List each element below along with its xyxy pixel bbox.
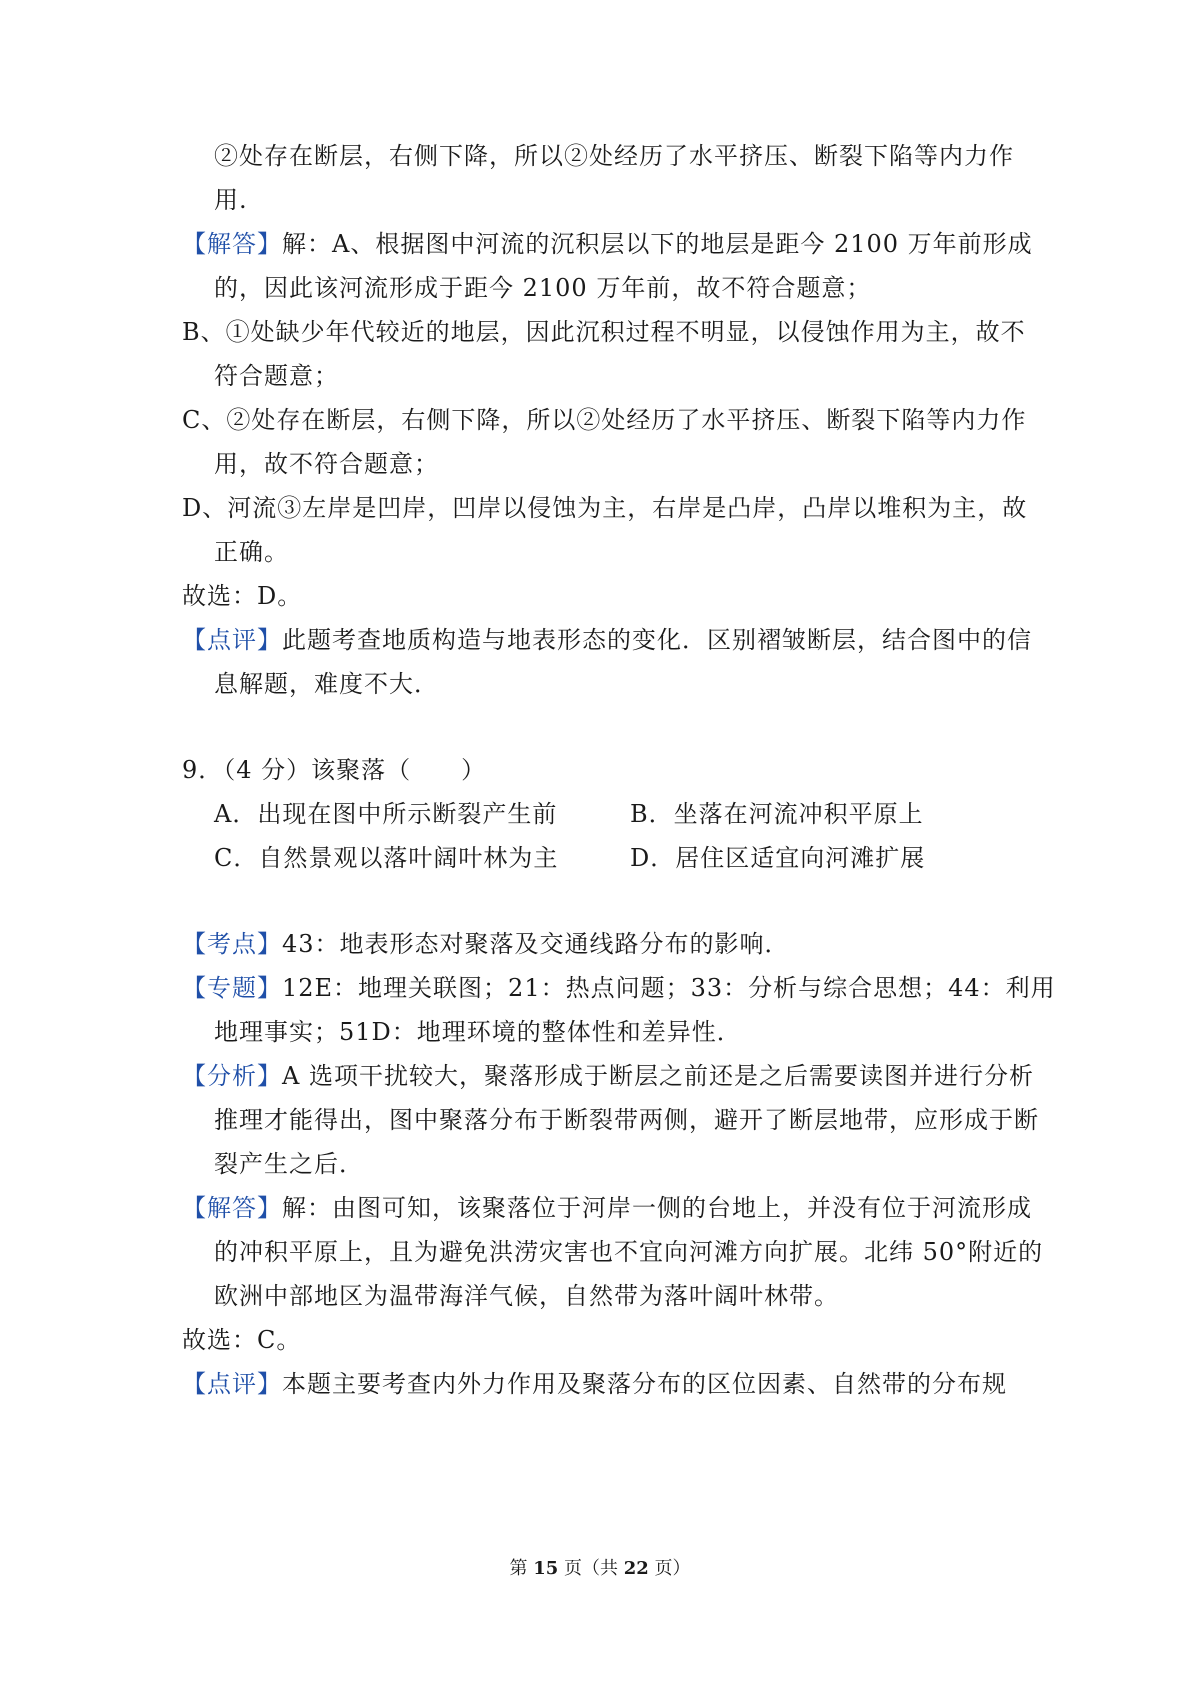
q8-option-d-line-2: 正确。 — [214, 538, 289, 566]
q9-option-c: C．自然景观以落叶阔叶林为主 — [214, 844, 559, 872]
q9-final-answer: 故选：C。 — [182, 1326, 302, 1354]
q8-option-b-line-2: 符合题意； — [214, 362, 339, 390]
q8-comment-block — [182, 623, 1032, 657]
q9-fenxi-line-2: 推理才能得出，图中聚落分布于断裂带两侧，避开了断层地带，应形成于断 — [214, 1106, 1039, 1134]
q9-zhuanti-tag: 【专题】 — [182, 974, 282, 1002]
q9-zhuanti-line-2: 地理事实；51D：地理环境的整体性和差异性． — [214, 1018, 742, 1046]
q9-stem: 9．（4 分）该聚落（ ） — [182, 756, 487, 784]
q8-dianping-line-2: 息解题，难度不大． — [214, 670, 439, 698]
q9-fenxi-tag: 【分析】 — [182, 1062, 282, 1090]
q9-fenxi-block — [182, 1059, 1034, 1093]
q8-option-c-line-2: 用，故不符合题意； — [214, 450, 439, 478]
q8-jieda-line-1: 解：A、根据图中河流的沉积层以下的地层是距今 2100 万年前形成 — [282, 230, 1033, 258]
footer-page-number: 15 — [533, 1558, 559, 1579]
prev-text-line-2: 用. — [214, 186, 248, 214]
q9-dianping-tag: 【点评】 — [182, 1370, 282, 1398]
q9-kaodian-text: 43：地表形态对聚落及交通线路分布的影响． — [282, 930, 790, 958]
q9-jieda-line-1: 解：由图可知，该聚落位于河岸一侧的台地上，并没有位于河流形成 — [282, 1194, 1032, 1222]
footer-middle: 页（共 — [564, 1558, 618, 1579]
q9-jieda-line-2: 的冲积平原上，且为避免洪涝灾害也不宜向河滩方向扩展。北纬 50°附近的 — [214, 1238, 1044, 1266]
q8-dianping-line-1: 此题考查地质构造与地表形态的变化．区别褶皱断层，结合图中的信 — [282, 626, 1032, 654]
q9-zhuanti-block — [182, 971, 1056, 1005]
q9-option-d: D．居住区适宜向河滩扩展 — [630, 844, 926, 872]
q8-option-d-line-1: D、河流③左岸是凹岸，凹岸以侵蚀为主，右岸是凸岸，凸岸以堆积为主，故 — [182, 494, 1028, 522]
q9-fenxi-line-3: 裂产生之后． — [214, 1150, 364, 1178]
q9-dianping-block — [182, 1367, 1007, 1401]
footer-total-pages: 22 — [623, 1558, 649, 1579]
q9-jieda-line-3: 欧洲中部地区为温带海洋气候，自然带为落叶阔叶林带。 — [214, 1282, 839, 1310]
q8-answer-block — [182, 227, 1033, 261]
prev-text-line-1: ②处存在断层，右侧下降，所以②处经历了水平挤压、断裂下陷等内力作 — [214, 142, 1014, 170]
q9-kaodian-block — [182, 927, 790, 961]
q8-jieda-line-2: 的，因此该河流形成于距今 2100 万年前，故不符合题意； — [214, 274, 872, 302]
q9-jieda-tag: 【解答】 — [182, 1194, 282, 1222]
footer-prefix: 第 — [509, 1558, 528, 1579]
page-footer — [0, 1557, 1200, 1581]
q8-dianping-tag: 【点评】 — [182, 626, 282, 654]
q9-option-a: A．出现在图中所示断裂产生前 — [214, 800, 558, 828]
q9-fenxi-line-1: A 选项干扰较大，聚落形成于断层之前还是之后需要读图并进行分析 — [282, 1062, 1034, 1090]
footer-suffix: 页） — [654, 1558, 691, 1579]
q9-option-b: B．坐落在河流冲积平原上 — [630, 800, 924, 828]
q8-jieda-tag: 【解答】 — [182, 230, 282, 258]
q9-kaodian-tag: 【考点】 — [182, 930, 282, 958]
q9-dianping-line-1: 本题主要考查内外力作用及聚落分布的区位因素、自然带的分布规 — [282, 1370, 1007, 1398]
q8-option-c-line-1: C、②处存在断层，右侧下降，所以②处经历了水平挤压、断裂下陷等内力作 — [182, 406, 1027, 434]
q8-final-answer: 故选：D。 — [182, 582, 303, 610]
q8-option-b-line-1: B、①处缺少年代较近的地层，因此沉积过程不明显，以侵蚀作用为主，故不 — [182, 318, 1026, 346]
q9-jieda-block — [182, 1191, 1032, 1225]
q9-zhuanti-line-1: 12E：地理关联图；21：热点问题；33：分析与综合思想；44：利用 — [282, 974, 1056, 1002]
